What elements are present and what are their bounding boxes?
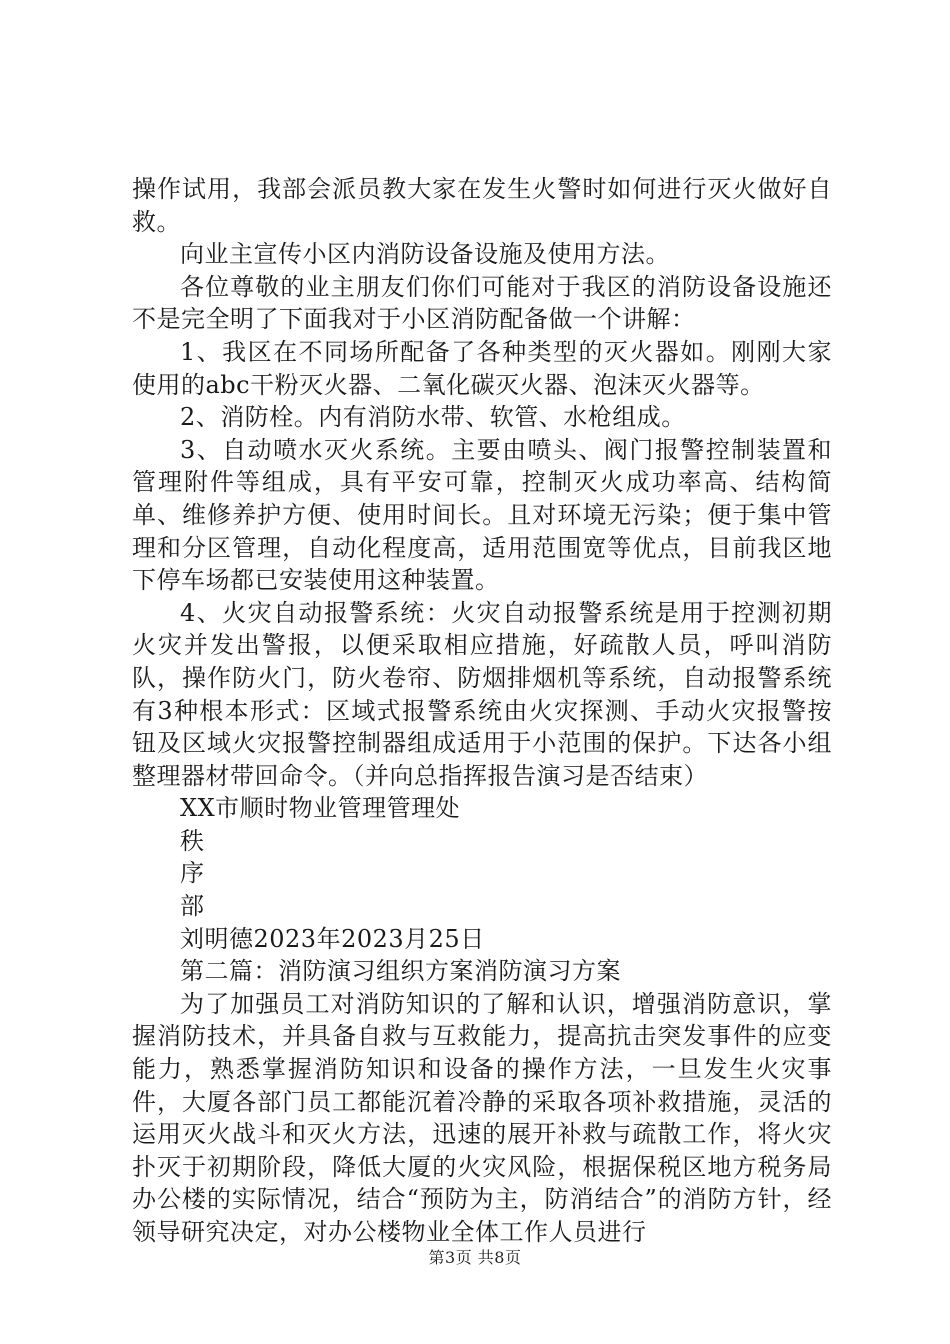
paragraph: 为了加强员工对消防知识的了解和认识，增强消防意识，掌握消防技术，并具备自救与互救能力，提高抗击突发事件的应变能力，熟悉掌握消防知识和设备的操作方法，一旦发生火灾事件，大厦各部门员工都能沉着冷静的采取各项补救措施，灵活的运用灭火战斗和灭火方法，迅速的展开补救与疏散工作，将火灾扑灭于初期阶段，降低大厦的火灾风险，根据保税区地方税务局办公楼的实际情况，结合“预防为主，防消结合”的消防方针，经领导研究决定，对办公楼物业全体工作人员进行 <box>132 989 832 1246</box>
signature-department-char: 序 <box>180 859 205 888</box>
signature-name-date: 刘明德2023年2023月25日 <box>180 924 485 953</box>
paragraph: 操作试用，我部会派员教大家在发生火警时如何进行灭火做好自救。 <box>132 175 832 236</box>
paragraph: 各位尊敬的业主朋友们你们可能对于我区的消防设备设施还不是完全明了下面我对于小区消防配备做一个讲解： <box>132 272 832 334</box>
page-number-footer: 第3页 共8页 <box>428 1248 522 1267</box>
signature-department-char: 部 <box>180 892 205 921</box>
section-heading: 第二篇：消防演习组织方案消防演习方案 <box>180 957 621 986</box>
paragraph: 4、火灾自动报警系统：火灾自动报警系统是用于控测初期火灾并发出警报，以便采取相应措施，好疏散人员，呼叫消防队，操作防火门，防火卷帘、防烟排烟机等系统，自动报警系统有3种根本形式：区域式报警系统由火灾探测、手动火灾报警按钮及区域火灾报警控制器组成适用于小范围的保护。下达各小组整理器材带回命令。（并向总指挥报告演习是否结束） <box>132 598 832 790</box>
paragraph: 3、自动喷水灭火系统。主要由喷头、阀门报警控制装置和管理附件等组成，具有平安可靠，控制灭火成功率高、结构简单、维修养护方便、使用时间长。且对环境无污染；便于集中管理和分区管理，自动化程度高，适用范围宽等优点，目前我区地下停车场都已安装使用这种装置。 <box>132 435 832 595</box>
signature-department-char: 秩 <box>180 826 205 855</box>
paragraph: 1、我区在不同场所配备了各种类型的灭火器如。刚刚大家使用的abc干粉灭火器、二氧化碳灭火器、泡沫灭火器等。 <box>132 337 832 399</box>
paragraph: 向业主宣传小区内消防设备设施及使用方法。 <box>180 240 670 269</box>
signature-organization: XX市顺时物业管理管理处 <box>180 794 461 823</box>
paragraph: 2、消防栓。内有消防水带、软管、水枪组成。 <box>180 403 686 432</box>
document-body <box>132 173 832 1249</box>
